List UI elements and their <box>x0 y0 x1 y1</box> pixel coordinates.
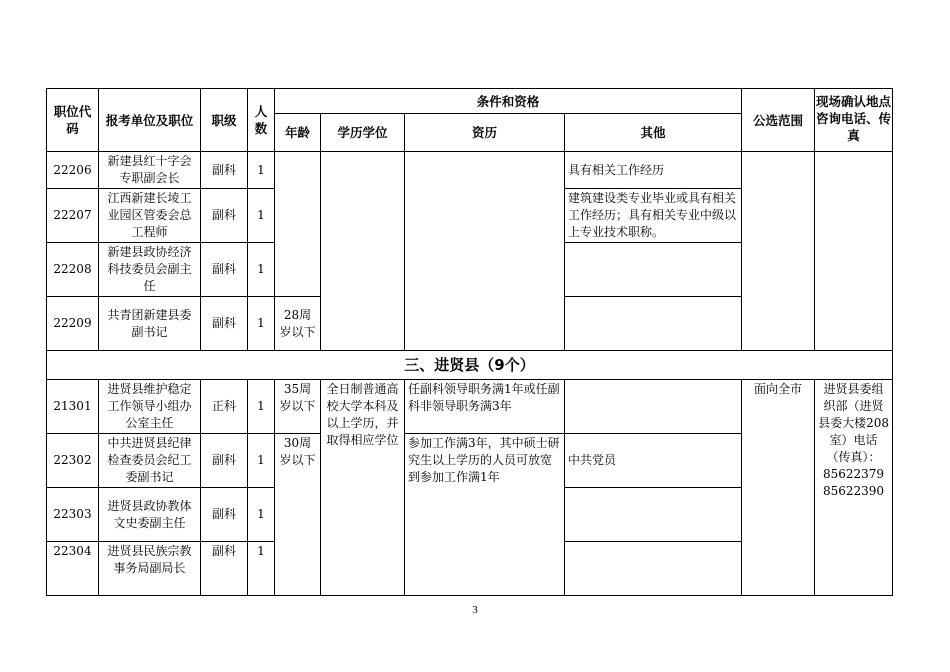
other-cell <box>565 243 742 297</box>
count-cell: 1 <box>248 380 275 434</box>
unit-cell: 进贤县民族宗教事务局副局长 <box>99 542 201 596</box>
count-cell: 1 <box>248 243 275 297</box>
section-row <box>47 351 893 380</box>
unit-cell: 新建县政协经济科技委员会副主任 <box>99 243 201 297</box>
age-cell: 28周岁以下 <box>275 297 321 351</box>
level-cell: 副科 <box>201 542 248 596</box>
unit-cell: 新建县红十字会专职副会长 <box>99 152 201 189</box>
header-other: 其他 <box>565 114 742 152</box>
code-cell: 22302 <box>47 434 99 488</box>
page-number: 3 <box>472 604 478 616</box>
contact-cell <box>815 152 893 351</box>
other-cell <box>565 297 742 351</box>
header-age: 年龄 <box>275 114 321 152</box>
education-cell <box>321 152 405 351</box>
level-cell: 副科 <box>201 297 248 351</box>
education-cell: 全日制普通高校大学本科及以上学历，并取得相应学位 <box>321 380 405 596</box>
header-contact-cell <box>815 89 893 152</box>
count-cell: 1 <box>248 542 275 596</box>
level-cell: 正科 <box>201 380 248 434</box>
code-cell: 22206 <box>47 152 99 189</box>
unit-cell: 共青团新建县委副书记 <box>99 297 201 351</box>
header-level: 职级 <box>201 89 248 152</box>
other-cell: 具有相关工作经历 <box>565 152 742 189</box>
age-cell: 30周岁以下 <box>275 434 321 596</box>
experience-cell <box>405 152 565 351</box>
contact-cell: 进贤县委组织部（进贤县委大楼208室）电话（传真）：85622379 85622390 <box>815 380 893 596</box>
code-cell: 22208 <box>47 243 99 297</box>
code-cell: 22207 <box>47 189 99 243</box>
unit-cell: 进贤县维护稳定工作领导小组办公室主任 <box>99 380 201 434</box>
unit-cell: 中共进贤县纪律检查委员会纪工委副书记 <box>99 434 201 488</box>
scope-cell: 面向全市 <box>742 380 815 596</box>
age-cell: 35周岁以下 <box>275 380 321 434</box>
count-cell: 1 <box>248 152 275 189</box>
unit-cell: 江西新建长堎工业园区管委会总工程师 <box>99 189 201 243</box>
level-cell: 副科 <box>201 434 248 488</box>
age-cell <box>275 152 321 297</box>
other-cell <box>565 488 742 542</box>
code-cell: 22209 <box>47 297 99 351</box>
code-cell: 22303 <box>47 488 99 542</box>
header-scope: 公选范围 <box>742 89 815 152</box>
header-experience: 资历 <box>405 114 565 152</box>
section-title: 三、进贤县（9个） <box>47 351 893 380</box>
level-cell: 副科 <box>201 488 248 542</box>
level-cell: 副科 <box>201 189 248 243</box>
count-cell: 1 <box>248 189 275 243</box>
table-row <box>47 152 893 189</box>
code-cell: 21301 <box>47 380 99 434</box>
count-cell: 1 <box>248 488 275 542</box>
header-conditions: 条件和资格 <box>275 89 742 114</box>
other-cell <box>565 380 742 434</box>
table-row <box>47 380 893 434</box>
level-cell: 副科 <box>201 243 248 297</box>
level-cell: 副科 <box>201 152 248 189</box>
header-contact: 现场确认地点咨询电话、传真 <box>816 94 892 143</box>
unit-cell: 进贤县政协教体文史委副主任 <box>99 488 201 542</box>
positions-table <box>46 88 893 596</box>
count-cell: 1 <box>248 297 275 351</box>
header-education: 学历学位 <box>321 114 405 152</box>
scope-cell <box>742 152 815 351</box>
code-cell: 22304 <box>47 542 99 596</box>
experience-cell: 任副科领导职务满1年或任副科非领导职务满3年 <box>405 380 565 434</box>
header-row <box>47 89 893 114</box>
header-code: 职位代码 <box>47 89 99 152</box>
experience-cell: 参加工作满3年，其中硕士研究生以上学历的人员可放宽到参加工作满1年 <box>405 434 565 596</box>
count-cell: 1 <box>248 434 275 488</box>
other-cell: 中共党员 <box>565 434 742 488</box>
header-count: 人数 <box>248 89 275 152</box>
header-unit: 报考单位及职位 <box>99 89 201 152</box>
other-cell: 建筑建设类专业毕业或具有相关工作经历；具有相关专业中级以上专业技术职称。 <box>565 189 742 243</box>
other-cell <box>565 542 742 596</box>
